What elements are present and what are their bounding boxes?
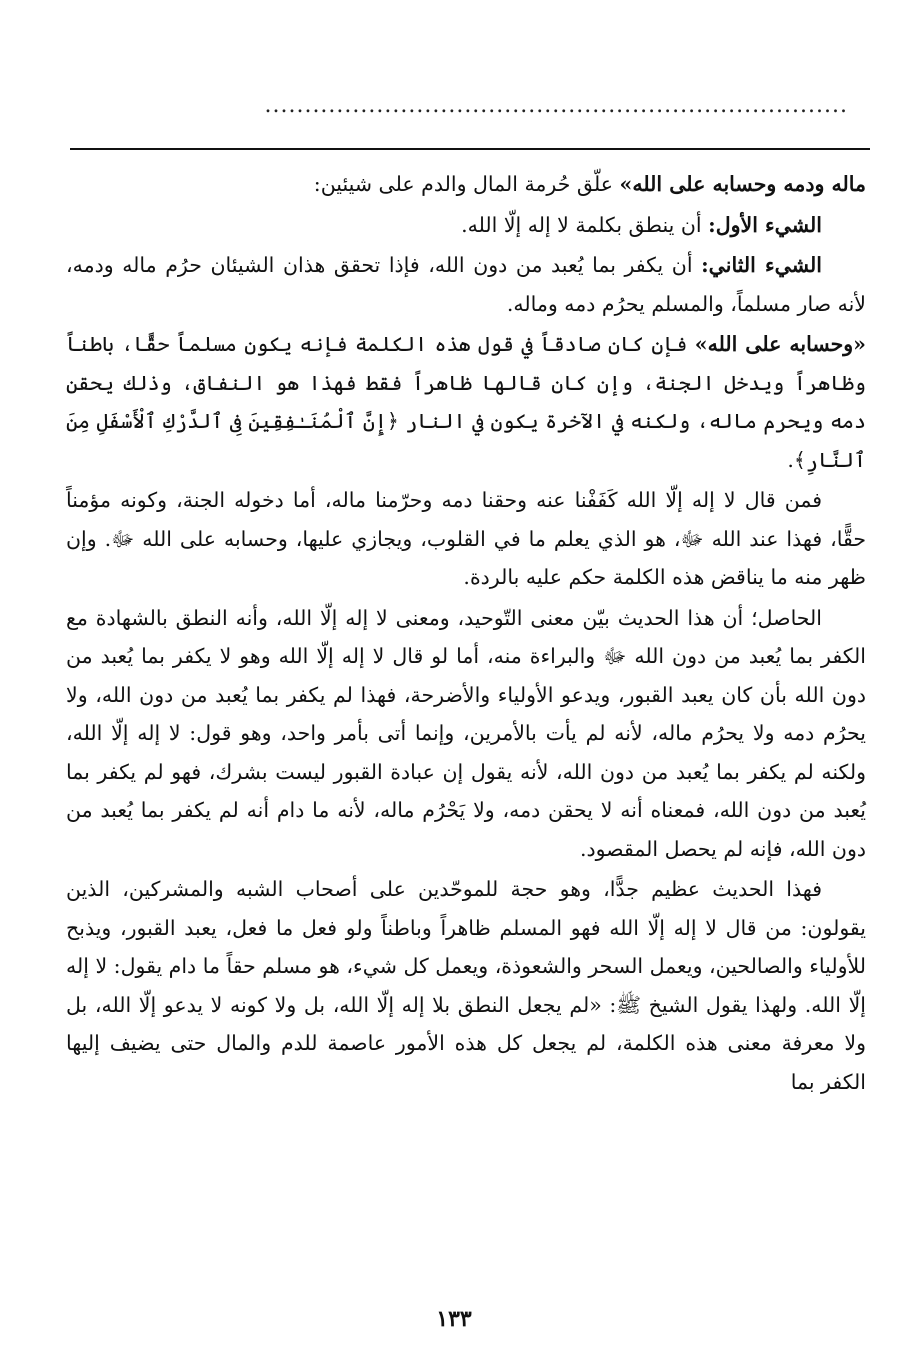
- paragraph-1-lead: ماله ودمه وحسابه على الله»: [619, 172, 866, 196]
- paragraph-2: [66, 206, 866, 245]
- header-dotted-line: .........................................................................: [264, 96, 848, 116]
- paragraph-1: [66, 165, 866, 204]
- page-number: ١٣٣: [436, 1306, 472, 1332]
- paragraph-3-lead: الشيء الثاني:: [701, 253, 822, 277]
- page-body: [66, 165, 866, 1103]
- paragraph-4-text: فإن كان صادقاً في قول هذه الكلمة فإنه يكون مسلماً حقًّا، باطناً وظاهراً ويدخل الجنة، وإن كان قالها ظاهراً فقط فهذا هو النفاق، وذلك يحقن دمه ويحرم ماله، ولكنه في الآخرة يكون في النار ﴿إِنَّ ٱلْمُنَـٰفِقِينَ فِى ٱلدَّرْكِ ٱلْأَسْفَلِ مِنَ ٱلنَّارِ﴾.: [66, 332, 866, 472]
- paragraph-1-text: علّق حُرمة المال والدم على شيئين:: [313, 172, 620, 196]
- paragraph-5: فمن قال لا إله إلّا الله كَفَفْنا عنه وحقنا دمه وحرّمنا ماله، أما دخوله الجنة، وكونه مؤمناً حقًّا، فهذا عند الله ﷻ، هو الذي يعلم ما في القلوب، ويجازي عليها، وحسابه على الله ﷻ. وإن ظهر منه ما يناقض هذه الكلمة حكم عليه بالردة.: [66, 488, 866, 589]
- paragraph-4: [66, 325, 866, 479]
- paragraph-3: [66, 246, 866, 323]
- paragraph-2-text: أن ينطق بكلمة لا إله إلّا الله.: [461, 212, 709, 237]
- paragraph-7: فهذا الحديث عظيم جدًّا، وهو حجة للموحّدين على أصحاب الشبه والمشركين، الذين يقولون: من قال لا إله إلّا الله فهو المسلم ظاهراً وباطناً ولو فعل ما فعل، يعبد القبور، ويذبح للأولياء والصالحين، ويعمل السحر والشعوذة، ويعمل كل شيء، هو مسلم حقاً ما دام يقول: لا إله إلّا الله. ولهذا يقول الشيخ ﷺ: «لم يجعل النطق بلا إله إلّا الله، بل ولا كونه لا يدعو إلّا الله، بل ولا معرفة معنى هذه الكلمة، لم يجعل كل هذه الأمور عاصمة للدم والمال حتى يضيف إليها الكفر بما: [66, 877, 866, 1094]
- paragraph-3-text: أن يكفر بما يُعبد من دون الله، فإذا تحقق هذان الشيئان حرُم ماله ودمه، لأنه صار مسلماً، والمسلم يحرُم دمه وماله.: [66, 253, 866, 316]
- paragraph-2-lead: الشيء الأول:: [708, 212, 822, 237]
- paragraph-6: الحاصل؛ أن هذا الحديث بيّن معنى التّوحيد، ومعنى لا إله إلّا الله، وأنه النطق بالشهادة مع الكفر بما يُعبد من دون الله ﷻ والبراءة منه، أما لو قال لا إله إلّا الله وهو لا يكفر بما يُعبد من دون الله بأن كان يعبد القبور، ويدعو الأولياء والأضرحة، فهذا لم يكفر بما يُعبد من دون الله، ولا يحرُم دمه ولا يحرُم ماله، لأنه لم يأت بالأمرين، وإنما أتى بأمر واحد، وهو قول: لا إله إلّا الله، ولكنه لم يكفر بما يُعبد من دون الله، لأنه يقول إن عبادة القبور ليست بشرك، فهو لم يكفر بما يُعبد من دون الله، فمعناه أنه لا يحقن دمه، ولا يَحْرُم ماله، لأنه ما دام أنه لم يكفر بما يُعبد من دون الله، فإنه لم يحصل المقصود.: [66, 605, 866, 861]
- paragraph-4-lead: «وحسابه على الله»: [694, 332, 866, 356]
- header-rule: [70, 148, 870, 150]
